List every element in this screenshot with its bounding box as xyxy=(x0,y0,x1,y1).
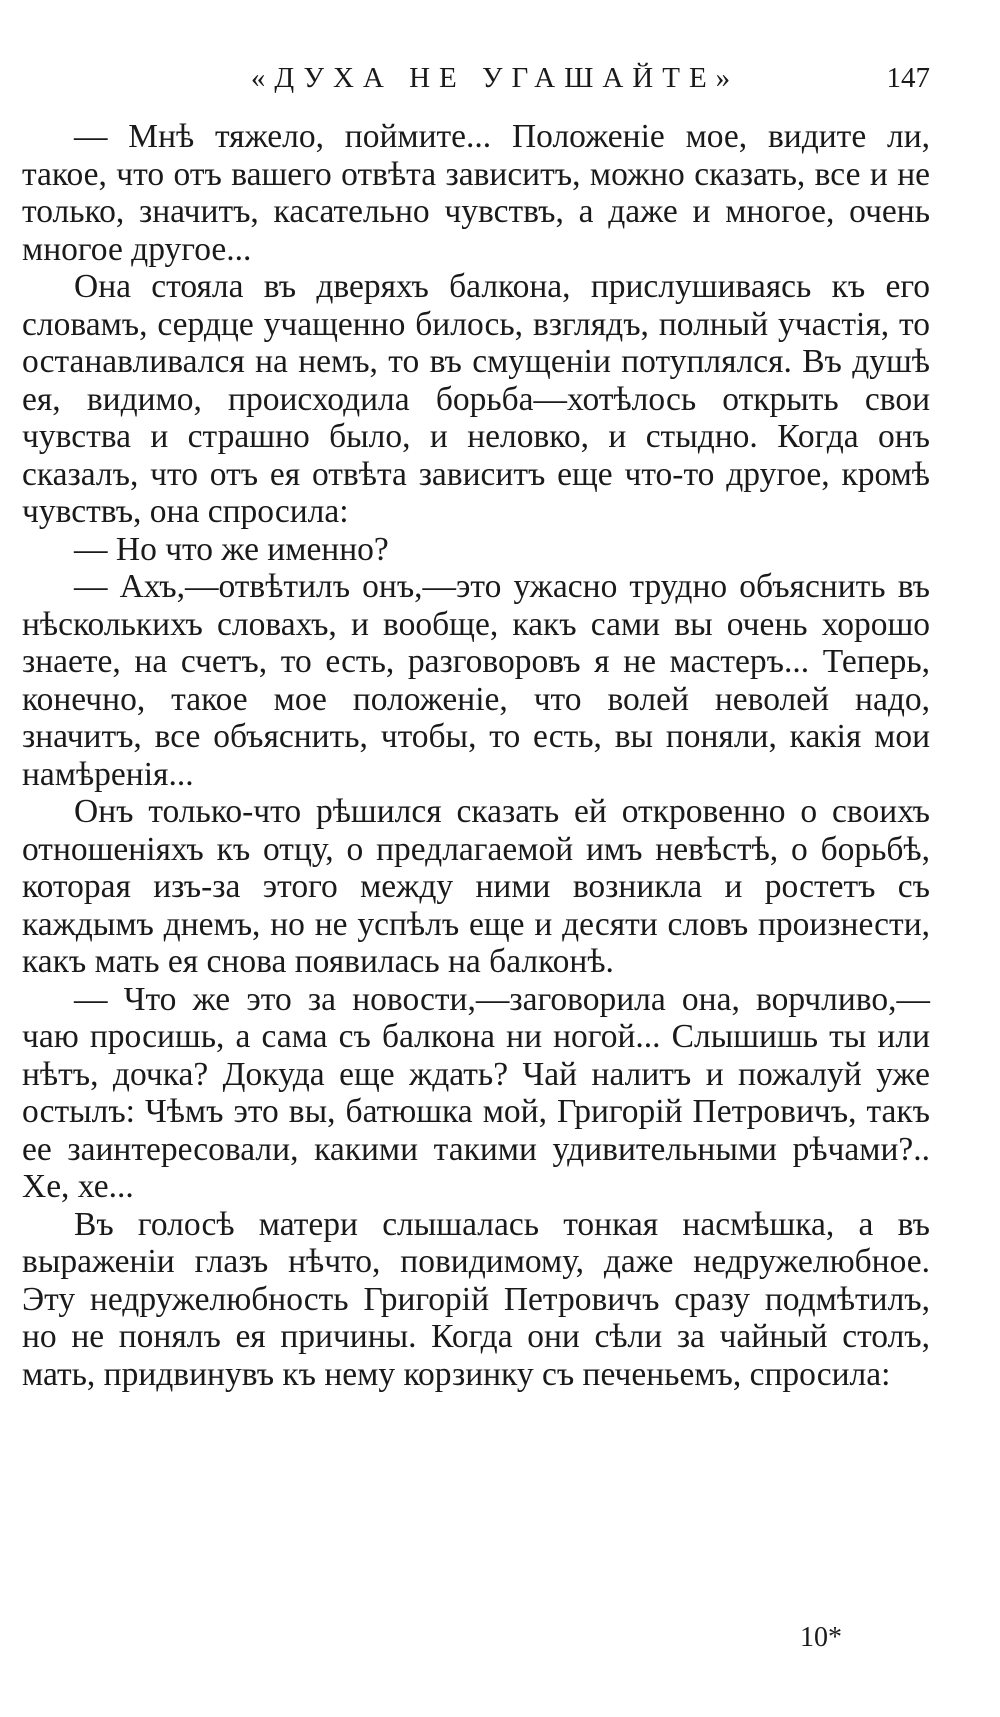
paragraph: — Что же это за новости,—заговорила она, ворчливо,—чаю просишь, а сама съ балкона ни ногой... Слышишь ты или нѣтъ, дочка? Докуда еще ждать? Чай налитъ и пожалуй уже остылъ: Чѣмъ это вы, батюшка мой, Григорій Петровичъ, такъ ее заинтересовали, какими такими удивительными рѣчами?.. Хе, хе... xyxy=(22,980,930,1205)
paragraph: — Ахъ,—отвѣтилъ онъ,—это ужасно трудно объяснить въ нѣсколькихъ словахъ, и вообще, какъ сами вы очень хорошо знаете, на счетъ, то есть, разговоровъ я не мастеръ... Теперь, конечно, такое мое положеніе, что волей неволей надо, значитъ, все объяснить, чтобы, то есть, вы поняли, какія мои намѣренія... xyxy=(22,568,930,793)
running-title: «ДУХА НЕ УГАШАЙТЕ» xyxy=(250,62,740,94)
body-text xyxy=(22,118,930,1393)
paragraph: Она стояла въ дверяхъ балкона, прислушиваясь къ его словамъ, сердце учащенно билось, взглядъ, полный участія, то останавливался на немъ, то въ смущеніи потуплялся. Въ душѣ ея, видимо, происходила борьба—хотѣлось открыть свои чувства и страшно было, и неловко, и стыдно. Когда онъ сказалъ, что отъ ея отвѣта зависитъ еще что-то другое, кромѣ чувствъ, она спросила: xyxy=(22,268,930,530)
paragraph: Онъ только-что рѣшился сказать ей откровенно о своихъ отношеніяхъ къ отцу, о предлагаемой имъ невѣстѣ, о борьбѣ, которая изъ-за этого между ними возникла и ростетъ съ каждымъ днемъ, но не успѣлъ еще и десяти словъ произнести, какъ мать ея снова появилась на балконѣ. xyxy=(22,793,930,980)
signature-mark: 10* xyxy=(800,1622,842,1653)
paragraph: Въ голосѣ матери слышалась тонкая насмѣшка, а въ выраженіи глазъ нѣчто, повидимому, даже недружелюбное. Эту недружелюбность Григорій Петровичъ сразу подмѣтилъ, но не понялъ ея причины. Когда они сѣли за чайный столъ, мать, придвинувъ къ нему корзинку съ печеньемъ, спросила: xyxy=(22,1205,930,1393)
paragraph: — Но что же именно? xyxy=(74,530,389,568)
running-head xyxy=(60,58,930,98)
page-number: 147 xyxy=(886,62,930,94)
paragraph: — Мнѣ тяжело, поймите... Положеніе мое, видите ли, такое, что отъ вашего отвѣта зависитъ, можно сказать, все и не только, значитъ, касательно чувствъ, а даже и многое, очень многое другое... xyxy=(22,118,930,268)
